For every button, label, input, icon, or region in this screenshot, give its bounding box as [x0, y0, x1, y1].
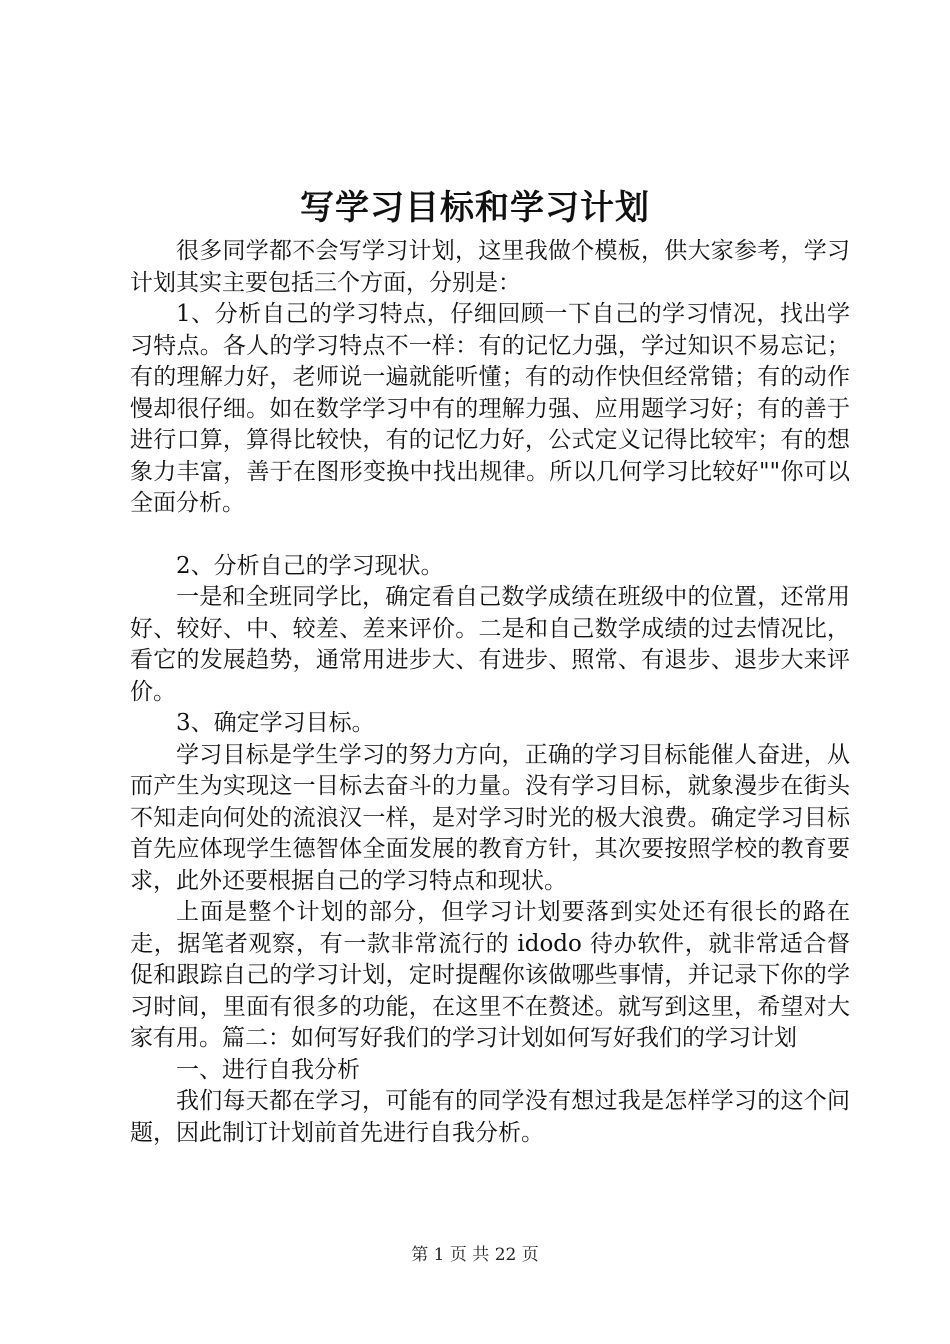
paragraph-item-3-body: 学习目标是学生学习的努力方向，正确的学习目标能催人奋进，从而产生为实现这一目标去奋斗的力量。没有学习目标，就象漫步在街头不知走向何处的流浪汉一样，是对学习时光的极大浪费。确定学习目标首先应体现学生德智体全面发展的教育方针，其次要按照学校的教育要求，此外还要根据自己的学习特点和现状。: [130, 741, 850, 894]
paragraph-item-1: 1、分析自己的学习特点，仔细回顾一下自己的学习情况，找出学习特点。各人的学习特点不一样：有的记忆力强，学过知识不易忘记；有的理解力好，老师说一遍就能听懂；有的动作快但经常错；有的动作慢却很仔细。如在数学学习中有的理解力强、应用题学习好；有的善于进行口算，算得比较快，有的记忆力好，公式定义记得比较牢；有的想象力丰富，善于在图形变换中找出规律。所以几何学习比较好""你可以全面分析。: [130, 301, 850, 516]
page-footer: 第 1 页 共 22 页: [411, 1245, 539, 1265]
paragraph-intro: 很多同学都不会写学习计划，这里我做个模板，供大家参考，学习计划其实主要包括三个方面，分别是：: [130, 238, 850, 296]
document-body: [130, 236, 850, 1149]
section-heading-self-analysis: 一、进行自我分析: [176, 1056, 360, 1083]
paragraph-item-2-body: 一是和全班同学比，确定看自己数学成绩在班级中的位置，还常用好、较好、中、较差、差来评价。二是和自己数学成绩的过去情况比，看它的发展趋势，通常用进步大、有进步、照常、有退步、退步大来评价。: [130, 584, 850, 705]
paragraph-self-analysis: 我们每天都在学习，可能有的同学没有想过我是怎样学习的这个问题，因此制订计划前首先进行自我分析。: [130, 1088, 850, 1146]
paragraph-item-2-heading: 2、分析自己的学习现状。: [176, 552, 444, 579]
paragraph-item-3-heading: 3、确定学习目标。: [176, 710, 375, 736]
paragraph-summary: 上面是整个计划的部分，但学习计划要落到实处还有很长的路在走，据笔者观察，有一款非常流行的 idodo 待办软件，就非常适合督促和跟踪自己的学习计划，定时提醒你该做哪些事情，并记录下你的学习时间，里面有很多的功能，在这里不在赘述。就写到这里，希望对大家有用。篇二：如何写好我们的学习计划如何写好我们的学习计划: [130, 899, 850, 1051]
document-title: 写学习目标和学习计划: [300, 188, 650, 228]
